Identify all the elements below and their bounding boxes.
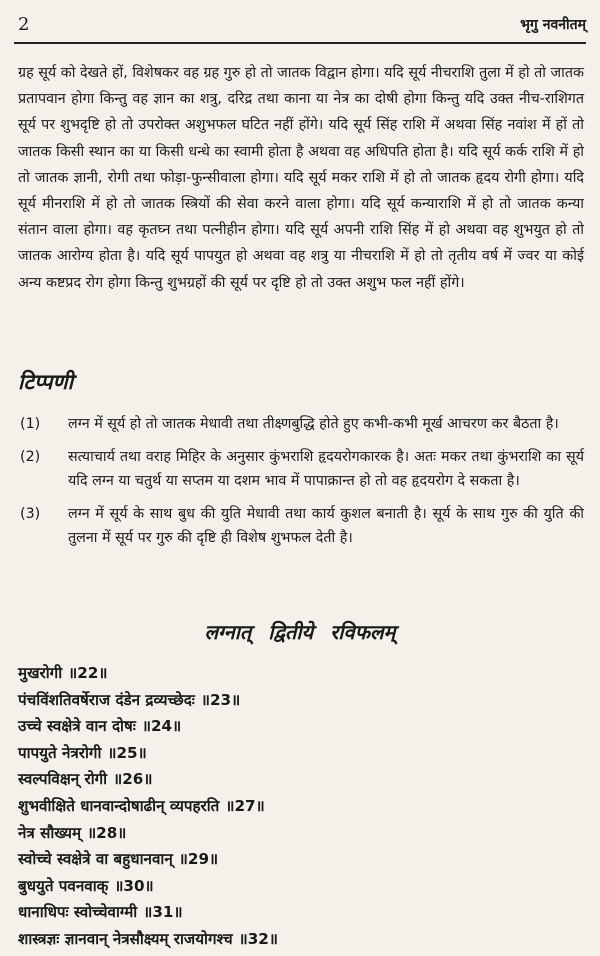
note-number: (2) — [20, 448, 41, 465]
verse-heading: लग्नात् द्वितीये रविफलम् — [204, 620, 396, 644]
verse-line — [18, 873, 584, 900]
verse-line — [18, 793, 584, 820]
verse-number: ॥26॥ — [113, 770, 153, 789]
verse-list — [18, 660, 584, 953]
header-rule — [14, 42, 586, 44]
note-text: लग्न में सूर्य हो तो जातक मेधावी तथा तीक्ष्णबुद्धि होते हुए कभी-कभी मूर्ख आचरण कर बैठता है। — [68, 416, 559, 432]
verse-line — [18, 766, 584, 793]
verse-number: ॥32॥ — [238, 929, 278, 948]
note-text: लग्न में सूर्य के साथ बुध की युति मेधावी तथा कार्य कुशल बनाती है। सूर्य के साथ गुरु की युति की तुलना में सूर्य पर गुरु की दृष्टि ही विशेष शुभफल देती है। — [68, 505, 584, 547]
verse-number: ॥30॥ — [114, 876, 154, 895]
notes-list — [18, 412, 584, 559]
note-number: (1) — [20, 416, 41, 432]
verse-line — [18, 687, 584, 714]
verse-text: स्वोच्चे स्वक्षेत्रे वा बहुधानवान् — [18, 850, 173, 869]
note-text: सत्याचार्य तथा वराह मिहिर के अनुसार कुंभराशि हृदयरोगकारक है। अतः मकर तथा कुंभराशि का सूर्य यदि लग्न या चतुर्थ या सप्तम या दशम भाव में पापाक्रान्त हो तो वह हृदयरोग दे सकता है। — [68, 448, 584, 490]
verse-text: पापयुते नेत्ररोगी — [18, 743, 102, 762]
running-title: भृगु नवनीतम् — [520, 17, 586, 33]
verse-text: नेत्र सौख्यम् — [18, 823, 82, 842]
verse-number: ॥28॥ — [87, 823, 127, 842]
main-paragraph: ग्रह सूर्य को देखते हों, विशेषकर वह ग्रह गुरु हो तो जातक विद्वान होगा। यदि सूर्य नीचराशि तुला में हो तो जातक प्रतापवान होगा किन्तु वह ज्ञान का शत्रु, दरिद्र तथा काना या नेत्र का दोषी होगा किन्तु यदि उक्त नीच-राशिगत सूर्य पर शुभदृष्टि हो तो उपरोक्त अशुभफल घटित नहीं होंगे। यदि सूर्य सिंह राशि में अथवा सिंह नवांश में हों तो जातक किसी स्थान का या किसी धन्धे का स्वामी होता है अथवा वह अधिपति होता है। यदि सूर्य कर्क राशि में हो तो जातक ज्ञानी, रोगी तथा फोड़ा-फुन्सीवाला होगा। यदि सूर्य मकर राशि में हो तो जातक हृदय रोगी होगा। यदि सूर्य मीनराशि में हो तो जातक स्त्रियों की सेवा करने वाला होगा। यदि सूर्य कन्याराशि में हो तो जातक कन्या संतान वाला होगा। वह कृतघ्न तथा पत्नीहीन होगा। यदि सूर्य अपनी राशि सिंह में हो अथवा वह शुभयुत हो तो जातक आरोग्य होता है। यदि सूर्य पापयुत हो अथवा वह शत्रु या नीचराशि में हो तो तृतीय वर्ष में ज्वर या कोई अन्य कष्टप्रद रोग होगा किन्तु शुभग्रहों की सूर्य पर दृष्टि हो तो उक्त अशुभ फल नहीं होंगे। — [18, 65, 584, 291]
verse-number: ॥31॥ — [143, 903, 183, 922]
verse-text: स्वल्पविक्षन् रोगी — [18, 770, 108, 789]
verse-number: ॥22॥ — [68, 664, 108, 682]
verse-line — [18, 660, 584, 687]
page-number: 2 — [18, 14, 30, 35]
note-item — [18, 502, 584, 551]
verse-line — [18, 846, 584, 873]
verse-number: ॥25॥ — [107, 743, 147, 762]
verse-number: ॥29॥ — [178, 850, 219, 869]
verse-text: मुखरोगी — [18, 664, 63, 682]
verse-line — [18, 899, 584, 926]
verse-line — [18, 740, 584, 767]
note-item — [18, 412, 584, 437]
verse-number: ॥24॥ — [141, 717, 182, 736]
verse-line — [18, 820, 584, 847]
notes-heading: टिप्पणी — [18, 370, 74, 394]
verse-text: पंचविंशतिवर्षेराज दंडेन द्रव्यच्छेदः — [18, 690, 195, 709]
verse-number: ॥23॥ — [200, 690, 241, 709]
verse-text: उच्चे स्वक्षेत्रे वान दोषः — [18, 717, 136, 736]
verse-text: धानाधिपः स्वोच्चेवाग्मी — [18, 903, 138, 922]
note-number: (3) — [20, 505, 41, 522]
verse-number: ॥27॥ — [225, 796, 265, 815]
verse-text: शास्त्रज्ञः ज्ञानवान् नेत्रसौक्ष्यम् राजयोगश्च — [18, 929, 233, 948]
note-item — [18, 445, 584, 494]
verse-line — [18, 713, 584, 740]
page-header — [0, 0, 600, 40]
verse-text: बुधयुते पवनवाक् — [18, 876, 109, 895]
verse-line — [18, 926, 584, 953]
verse-text: शुभवीक्षिते धानवान्दोषाढीन् व्यपहरति — [18, 796, 220, 815]
